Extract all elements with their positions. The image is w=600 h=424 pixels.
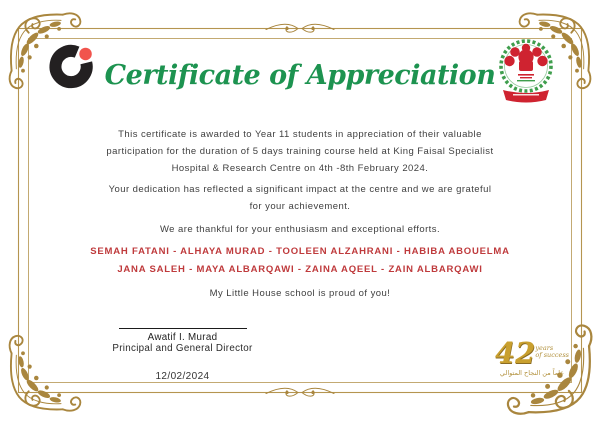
student-names-line-1: SEMAH FATANI - ALHAYA MURAD - TOOLEEN ALZAHRANI - HABIBA ABOUELMA [90,246,510,257]
body-line: Hospital & Research Centre on 4th -8th February 2024. [171,163,429,174]
signature-block [105,328,260,354]
anniversary-tagline [535,345,569,359]
certificate-title: Certificate of Appreciation [104,60,496,91]
anniversary-tagline-line1: years [535,344,554,352]
body-line: participation for the duration of 5 days training course held at King Faisal Specialist [106,146,494,157]
anniversary-tagline-arabic: عاماً من النجاح المتوالي [499,369,565,377]
signatory-role: Principal and General Director [112,343,253,354]
body-paragraph-2 [55,181,545,215]
anniversary-tagline-line2: of success [535,351,570,359]
body-line: This certificate is awarded to Year 11 students in appreciation of their valuable [118,129,482,140]
body-line: for your achievement. [249,201,351,212]
closing-line: My Little House school is proud of you! [209,288,391,299]
thanks-line: We are thankful for your enthusiasm and exceptional efforts. [159,224,441,235]
laurel-wreath-school-emblem-icon [496,36,556,112]
signatory-name: Awatif I. Murad [147,332,218,343]
certificate-date: 12/02/2024 [155,371,210,382]
body-line: Your dedication has reflected a significant impact at the centre and we are grateful [108,184,492,195]
signature-line [119,328,247,329]
anniversary-number: 42 [494,336,536,370]
body-paragraph-1 [55,126,545,177]
student-names-line-2: JANA SALEH - MAYA ALBARQAWI - ZAINA AQEEL - ZAIN ALBARQAWI [117,264,483,275]
gold-42-years-icon [486,336,578,377]
